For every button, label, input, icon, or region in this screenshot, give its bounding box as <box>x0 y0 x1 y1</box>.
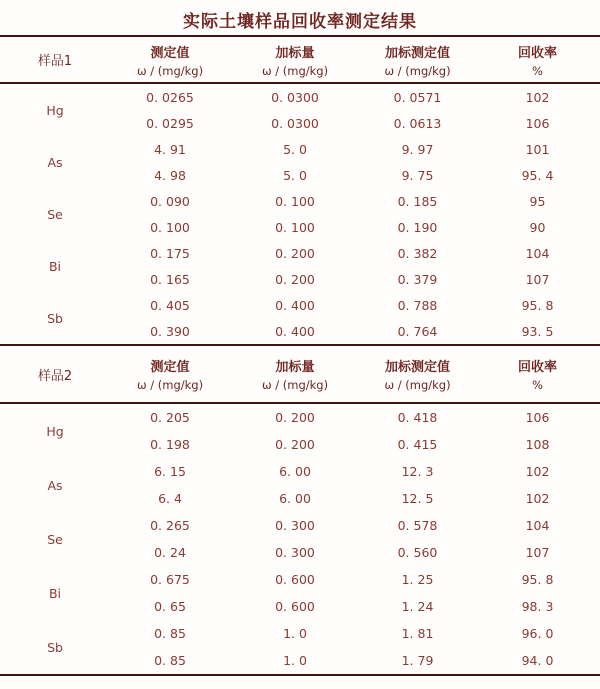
value-cell: 0. 400 <box>275 297 315 313</box>
value-cell: 0. 379 <box>397 271 438 287</box>
value-cell: 0. 198 <box>150 437 190 452</box>
element-group <box>0 136 600 188</box>
column-header-measured <box>110 42 230 78</box>
value-cell: 95. 4 <box>521 167 554 183</box>
value-cell: 12. 5 <box>401 491 434 506</box>
value-cell: 0. 600 <box>275 599 315 614</box>
column-unit: ω / (mg/kg) <box>136 63 204 78</box>
column-header-measured <box>110 356 230 392</box>
value-cell: 106 <box>525 410 550 425</box>
value-cell: 1. 25 <box>401 572 434 587</box>
value-cell: 95. 8 <box>521 297 554 313</box>
element-group <box>0 512 600 566</box>
value-cell: 102 <box>525 89 550 105</box>
value-cell: 0. 0300 <box>271 115 319 131</box>
value-cell: 0. 85 <box>154 626 186 641</box>
element-label: As <box>47 154 63 170</box>
element-group <box>0 566 600 620</box>
value-cell: 0. 200 <box>275 245 315 261</box>
value-cell: 6. 4 <box>158 491 182 506</box>
value-cell: 0. 185 <box>397 193 438 209</box>
value-cell: 0. 65 <box>154 599 186 614</box>
element-group <box>0 84 600 136</box>
value-cell: 98. 3 <box>521 599 554 614</box>
column-unit: ω / (mg/kg) <box>261 63 329 78</box>
value-cell: 0. 265 <box>150 518 190 533</box>
value-cell: 0. 200 <box>275 410 315 425</box>
column-header-recovery <box>475 42 600 78</box>
sample-1-table-body <box>0 84 600 344</box>
value-cell: 107 <box>525 271 550 287</box>
value-cell: 1. 81 <box>401 626 434 641</box>
value-cell: 93. 5 <box>521 323 554 339</box>
value-cell: 0. 0571 <box>393 89 442 105</box>
value-cell: 0. 578 <box>397 518 438 533</box>
element-group <box>0 292 600 344</box>
element-group <box>0 240 600 292</box>
value-cell: 6. 15 <box>154 464 186 479</box>
value-cell: 6. 00 <box>279 464 311 479</box>
value-cell: 0. 300 <box>275 518 315 533</box>
value-cell: 0. 100 <box>275 193 315 209</box>
value-cell: 0. 190 <box>397 219 438 235</box>
element-group <box>0 188 600 240</box>
value-cell: 94. 0 <box>521 653 554 668</box>
value-cell: 9. 75 <box>401 167 434 183</box>
value-cell: 0. 205 <box>150 410 190 425</box>
sample-1-table-header <box>0 35 600 84</box>
value-cell: 107 <box>525 545 550 560</box>
column-label: 测定值 <box>150 45 190 61</box>
column-unit: ω / (mg/kg) <box>384 63 451 78</box>
sample-1-table <box>0 35 600 344</box>
element-label: Hg <box>46 423 64 439</box>
value-cell: 102 <box>525 464 550 479</box>
page-title: 实际土壤样品回收率测定结果 <box>183 12 417 32</box>
value-cell: 0. 0265 <box>146 89 194 105</box>
value-cell: 1. 24 <box>401 599 434 614</box>
value-cell: 0. 100 <box>150 219 190 235</box>
column-header-spiked-amount <box>230 356 360 392</box>
column-label: 回收率 <box>517 360 557 375</box>
value-cell: 6. 00 <box>279 491 311 506</box>
column-label: 加标量 <box>275 360 315 375</box>
column-unit: % <box>532 378 543 392</box>
element-label: Bi <box>48 585 62 601</box>
value-cell: 108 <box>525 437 550 452</box>
column-label: 加标量 <box>275 45 315 61</box>
sample-2-table <box>0 344 600 676</box>
value-cell: 104 <box>525 518 550 533</box>
value-cell: 0. 400 <box>275 323 315 339</box>
value-cell: 0. 0295 <box>146 115 194 131</box>
value-cell: 0. 675 <box>150 572 190 587</box>
value-cell: 0. 600 <box>275 572 315 587</box>
element-label: As <box>47 477 63 493</box>
value-cell: 0. 788 <box>397 297 438 313</box>
column-label: 回收率 <box>517 45 557 61</box>
value-cell: 0. 85 <box>154 653 186 668</box>
value-cell: 0. 418 <box>397 410 438 425</box>
column-header-recovery <box>475 356 600 392</box>
value-cell: 95 <box>529 193 546 209</box>
column-unit: % <box>532 63 543 78</box>
value-cell: 0. 175 <box>150 245 190 261</box>
sample-2-table-header <box>0 344 600 404</box>
value-cell: 0. 165 <box>150 271 190 287</box>
value-cell: 9. 97 <box>401 141 434 157</box>
value-cell: 0. 382 <box>397 245 438 261</box>
column-label: 加标测定值 <box>384 45 450 61</box>
column-unit: ω / (mg/kg) <box>136 378 204 392</box>
element-label: Se <box>47 531 63 547</box>
element-label: Sb <box>47 310 63 326</box>
value-cell: 0. 764 <box>397 323 438 339</box>
value-cell: 1. 0 <box>283 653 307 668</box>
value-cell: 0. 090 <box>150 193 190 209</box>
value-cell: 4. 91 <box>154 141 186 157</box>
sample-2-table-body <box>0 404 600 676</box>
value-cell: 0. 560 <box>397 545 438 560</box>
element-label: Se <box>47 206 63 222</box>
element-group <box>0 404 600 458</box>
column-label: 加标测定值 <box>384 360 450 375</box>
element-group <box>0 620 600 674</box>
value-cell: 0. 390 <box>150 323 190 339</box>
value-cell: 0. 100 <box>275 219 315 235</box>
column-header-spiked-measured <box>360 356 475 392</box>
value-cell: 96. 0 <box>521 626 554 641</box>
value-cell: 0. 300 <box>275 545 315 560</box>
value-cell: 5. 0 <box>283 167 307 183</box>
value-cell: 5. 0 <box>283 141 307 157</box>
value-cell: 0. 200 <box>275 271 315 287</box>
element-label: Sb <box>47 639 63 655</box>
value-cell: 0. 0300 <box>271 89 319 105</box>
value-cell: 106 <box>525 115 550 131</box>
value-cell: 0. 0613 <box>393 115 442 131</box>
value-cell: 1. 0 <box>283 626 307 641</box>
element-label: Bi <box>48 258 62 274</box>
value-cell: 101 <box>525 141 550 157</box>
value-cell: 0. 405 <box>150 297 190 313</box>
element-group <box>0 458 600 512</box>
value-cell: 4. 98 <box>154 167 186 183</box>
column-header-spiked-measured <box>360 42 475 78</box>
column-label: 测定值 <box>150 360 190 375</box>
value-cell: 95. 8 <box>521 572 554 587</box>
value-cell: 102 <box>525 491 550 506</box>
column-header-spiked-amount <box>230 42 360 78</box>
element-label: Hg <box>46 102 64 118</box>
value-cell: 0. 24 <box>154 545 186 560</box>
value-cell: 0. 200 <box>275 437 315 452</box>
value-cell: 12. 3 <box>401 464 434 479</box>
column-unit: ω / (mg/kg) <box>384 378 451 392</box>
column-unit: ω / (mg/kg) <box>261 378 329 392</box>
value-cell: 90 <box>529 219 546 235</box>
value-cell: 0. 415 <box>397 437 438 452</box>
value-cell: 104 <box>525 245 550 261</box>
value-cell: 1. 79 <box>401 653 434 668</box>
sample-label: 样品1 <box>37 54 73 69</box>
sample-label: 样品2 <box>37 368 73 384</box>
